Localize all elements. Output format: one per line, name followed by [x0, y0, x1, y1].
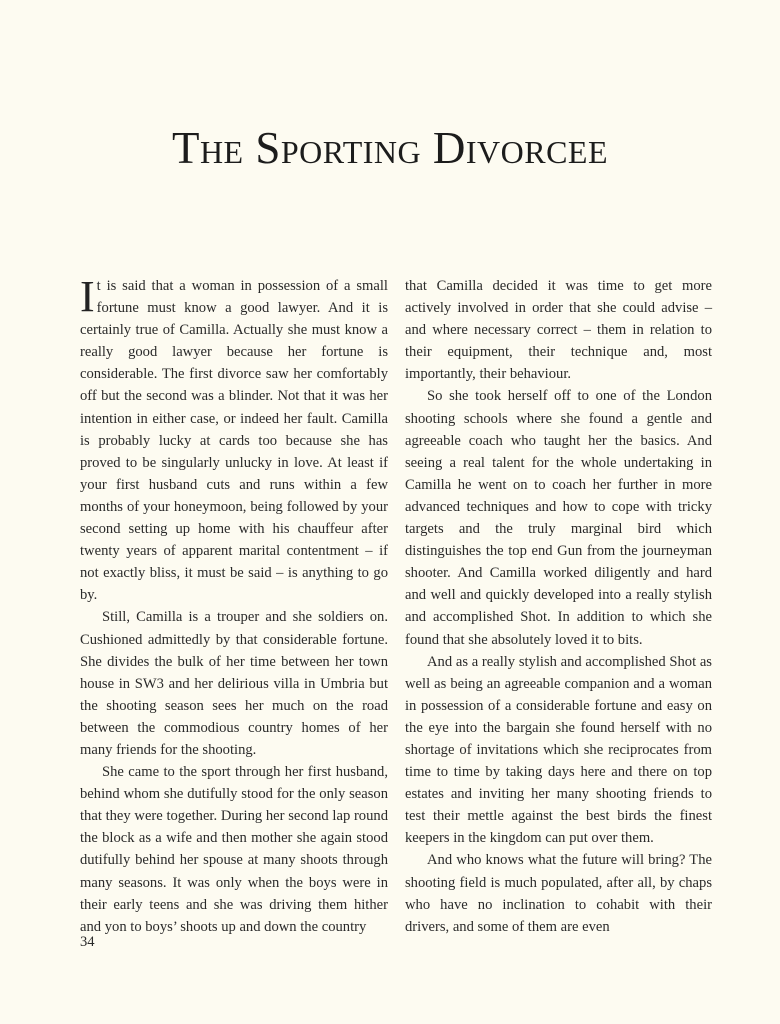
page-title: The Sporting Divorcee [171, 123, 609, 173]
paragraph-3: She came to the sport through her first husband, behind whom she dutifully stood for the only season that they were together. During her second lap round the block as a wife and then mother she again stood dutifully behind her spouse at many shoots through many seasons. It was only when the boys were in their early teens and she was driving them hither and yon to boys’ shoots up and down the country [80, 764, 388, 935]
paragraph-2: Still, Camilla is a trouper and she soldiers on. Cushioned admittedly by that considerable fortune. She divides the bulk of her time between her town house in SW3 and her delirious villa in Umbria but the shooting season sees her much on the road between the commodious country homes of her many friends for the shooting. [80, 609, 388, 758]
page-number: 34 [80, 934, 95, 950]
paragraph-5: So she took herself off to one of the London shooting schools where she found a gentle and agreeable coach who taught her the basics. And seeing a real talent for the whole undertaking in Camilla he went on to coach her further in more advanced techniques and how to cope with tricky targets and the truly marginal bird which distinguishes the top end Gun from the journeyman shooter. And Camilla worked diligently and hard and well and quickly developed into a really stylish and accomplished Shot. In addition to which she found that she absolutely loved it to bits. [405, 388, 712, 648]
paragraph-7: And who knows what the future will bring? The shooting field is much populated, after all, by chaps who have no inclination to cohabit with their drivers, and some of them are even [405, 852, 712, 935]
paragraph-1-text: t is said that a woman in possession of a small fortune must know a good lawyer. And it is certainly true of Camilla. Actually she must know a really good lawyer because her fortune is considerable. The first divorce saw her comfortably off but the second was a blinder. Not that it was her intention in either case, or indeed her fault. Camilla is probably lucky at cards too because she has proved to be singularly unlucky in love. At least if your first husband cuts and runs within a few months of your honeymoon, being followed by your second setting up home with his chauffeur after twenty years of apparent marital contentment – if not exactly bliss, it must be said – is anything to go by. [80, 278, 388, 604]
right-column [405, 275, 712, 938]
paragraph-6: And as a really stylish and accomplished Shot as well as being an agreeable companion and a woman in possession of a considerable fortune and easy on the eye into the bargain she found herself with no shortage of invitations which she reciprocates from time to time by taking days here and there on top estates and inviting her many shooting friends to test their mettle against the best birds the finest keepers in the kingdom can put over them. [405, 653, 712, 847]
paragraph-1 [80, 272, 388, 606]
left-column [80, 272, 388, 938]
paragraph-4: that Camilla decided it was time to get more actively involved in order that she could advise – and where necessary correct – them in relation to their equipment, their technique and, most importantly, their behaviour. [405, 278, 712, 383]
drop-cap: I [80, 272, 95, 321]
